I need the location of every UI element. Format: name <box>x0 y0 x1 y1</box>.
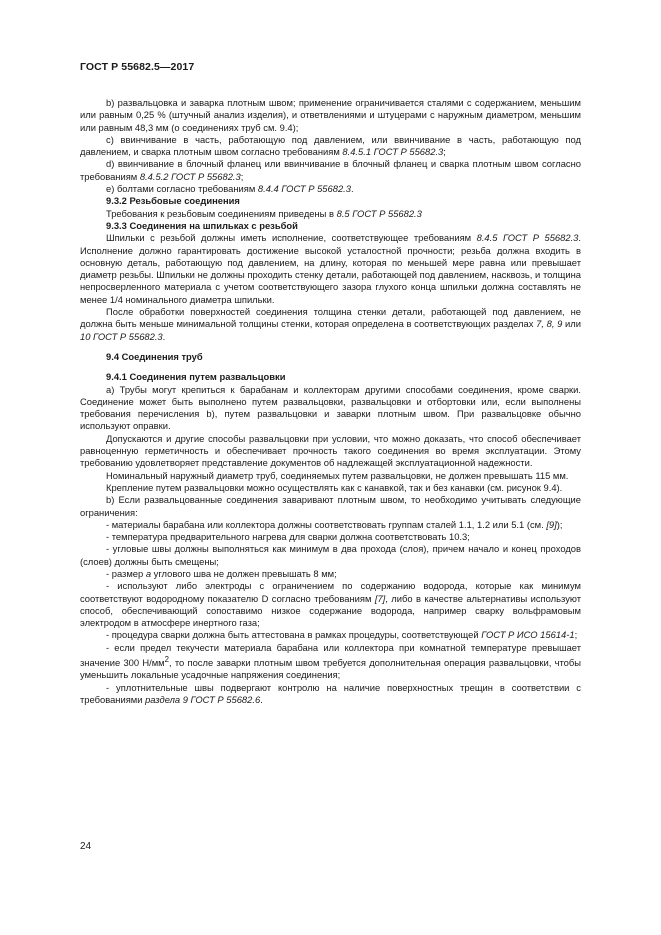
text-run: e) болтами согласно требованиям <box>106 183 258 195</box>
text-run: Допускаются и другие способы развальцовки при условии, что можно доказать, что способ обеспечивает равноценную герметичность и обеспечивает прочность такого соединения во время эксплуатации. Этому требованию удовлетворяет представление документов об надлежащей эксплуатационной надежности. <box>80 432 581 469</box>
reference: ГОСТ Р ИСО 15614-1 <box>481 629 575 641</box>
section-heading <box>80 195 581 207</box>
text-run: c) ввинчивание в часть, работающую под давлением, или ввинчивание в часть, работающую под давлением, и сварка плотным швом согласно требованиям <box>80 133 581 158</box>
text-run: 9.3.2 Резьбовые соединения <box>106 195 240 207</box>
document-body <box>80 97 581 706</box>
text-run: , либо в качестве альтернативы используют способ, обеспечивающий сопоставимо низкое содержание водорода, например сварку вольфрамовым электродом в атмосфере инертного газа; <box>80 592 581 629</box>
superscript: 2 <box>164 655 169 665</box>
text-run: - используют либо электроды с ограничением по содержанию водорода, которые как минимум соответствуют водородному показателю D согласно требованиям <box>80 580 581 604</box>
section-heading <box>80 220 581 232</box>
text-run: Шпильки с резьбой должны иметь исполнение, соответствующее требованиям <box>106 232 477 244</box>
paragraph <box>80 158 581 183</box>
paragraph <box>80 134 581 159</box>
paragraph <box>80 682 581 707</box>
reference: [9] <box>546 518 557 530</box>
text-run: Номинальный наружный диаметр труб, соединяемых путем развальцовки, не должен превышать 115 мм. <box>106 469 569 481</box>
page-number: 24 <box>80 841 92 852</box>
reference: 8.4.4 ГОСТ Р 55682.3 <box>257 183 351 195</box>
text-run: 9.4 Соединения труб <box>106 350 203 362</box>
paragraph <box>80 543 581 568</box>
text-run: . <box>260 694 263 706</box>
text-run: ; <box>443 146 446 158</box>
reference: 8.4.5.2 ГОСТ Р 55682.3 <box>139 170 241 182</box>
text-run: - размер <box>106 567 146 579</box>
paragraph <box>80 183 581 195</box>
section-heading <box>80 351 581 363</box>
paragraph <box>80 97 581 134</box>
paragraph <box>80 482 581 494</box>
text-run: Крепление путем развальцовки можно осуществлять как с канавкой, так и без канавки (см. рисунок 9.4). <box>106 481 563 493</box>
text-run: - уплотнительные швы подвергают контролю на наличие поверхностных трещин в соответствии с требованиями <box>80 681 581 706</box>
text-run: ); <box>556 518 563 530</box>
paragraph <box>80 531 581 543</box>
reference: 8.5 ГОСТ Р 55682.3 <box>336 207 422 219</box>
text-run: или <box>562 318 581 330</box>
text-run: , то после заварки плотным швом требуется дополнительная операция развальцовки, чтобы уменьшить локальные усадочные напряжения соединения; <box>80 657 582 681</box>
reference: [7] <box>374 592 386 604</box>
text-run: . <box>162 330 166 342</box>
reference: 8.4.5.1 ГОСТ Р 55682.3 <box>342 146 444 158</box>
text-run: ; <box>240 170 244 182</box>
text-run: . <box>350 183 354 195</box>
text-run: а) Трубы могут крепиться к барабанам и коллекторам другими способами соединения, кроме сварки. Соединение может быть выполнено путем развальцовки, развальцовки и отбортовки или, если выполнены требования перечисления b), путем развальцовки и заварки плотным швом. При развальцовке обычно используют оправки. <box>80 383 581 432</box>
paragraph <box>80 433 581 470</box>
paragraph <box>80 629 581 641</box>
paragraph <box>80 306 581 343</box>
paragraph <box>80 642 581 682</box>
text-run: d) ввинчивание в блочный фланец или ввинчивание в блочный фланец и сварка плотным швом согласно требованиям <box>80 158 581 182</box>
paragraph <box>80 384 581 433</box>
text-run: - материалы барабана или коллектора должны соответствовать группам сталей 1.1, 1.2 или 5.1 (см. <box>106 518 547 530</box>
text-run: - температура предварительного нагрева для сварки должна соответствовать 10.3; <box>106 531 470 543</box>
reference: раздела 9 ГОСТ Р 55682.6 <box>145 694 261 706</box>
text-run: После обработки поверхностей соединения толщина стенки детали, работающей под давлением, не должна быть меньше минимальной толщины стенки, которая определена в соответствующих разделах <box>80 306 581 330</box>
section-heading <box>80 371 581 383</box>
reference: 8.4.5 ГОСТ Р 55682.3 <box>476 232 579 244</box>
paragraph <box>80 519 581 531</box>
paragraph <box>80 568 581 580</box>
text-run: - процедура сварки должна быть аттестована в рамках процедуры, соответствующей <box>106 629 482 641</box>
text-run: ; <box>574 629 578 641</box>
text-run: b) развальцовка и заварка плотным швом; применение ограничивается сталями с содержанием, меньшим или равным 0,25 % (штучный анализ изделия), и ответвлениями и штуцерами с наружным диаметром, меньшим или равным 48,3 мм (о соединениях труб см. 9.4); <box>80 97 581 133</box>
paragraph <box>80 232 581 306</box>
text-run: углового шва не должен превышать 8 мм; <box>151 567 337 579</box>
document-code: ГОСТ Р 55682.5—2017 <box>80 61 195 73</box>
reference: а <box>145 567 152 579</box>
text-run: 9.3.3 Соединения на шпильках с резьбой <box>106 219 298 231</box>
text-run: - если предел текучести материала барабана или коллектора при комнатной температуре превышает значение 300 Н/мм <box>80 641 581 669</box>
text-run: . Исполнение должно гарантировать достижение высокой усталостной прочности; резьба должна входить в основную деталь, работающую под давлением, на длину, которая по меньшей мере равна или превышает диаметр резьбы. Шпильки не должны проходить стенку детали, работающей под давлением, насквозь, и толщина непросверленного материала с учетом соответствующего зазора глухого конца шпильки должна составлять не менее 1/4 номинального диаметра шпильки. <box>80 232 582 305</box>
paragraph <box>80 470 581 482</box>
paragraph <box>80 580 581 629</box>
paragraph <box>80 494 581 519</box>
text-run: - угловые швы должны выполняться как минимум в два прохода (слоя), причем начало и конец проходов (слоев) должны быть смещены; <box>80 543 581 567</box>
paragraph <box>80 208 581 220</box>
text-run: b) Если развальцованные соединения заваривают плотным швом, то необходимо учитывать следующие ограничения: <box>80 494 581 518</box>
reference: 10 ГОСТ Р 55682.3 <box>80 330 163 342</box>
text-run: 9.4.1 Соединения путем развальцовки <box>106 371 286 383</box>
text-run: Требования к резьбовым соединениям приведены в <box>106 207 337 219</box>
reference: 7, 8, 9 <box>536 318 563 330</box>
